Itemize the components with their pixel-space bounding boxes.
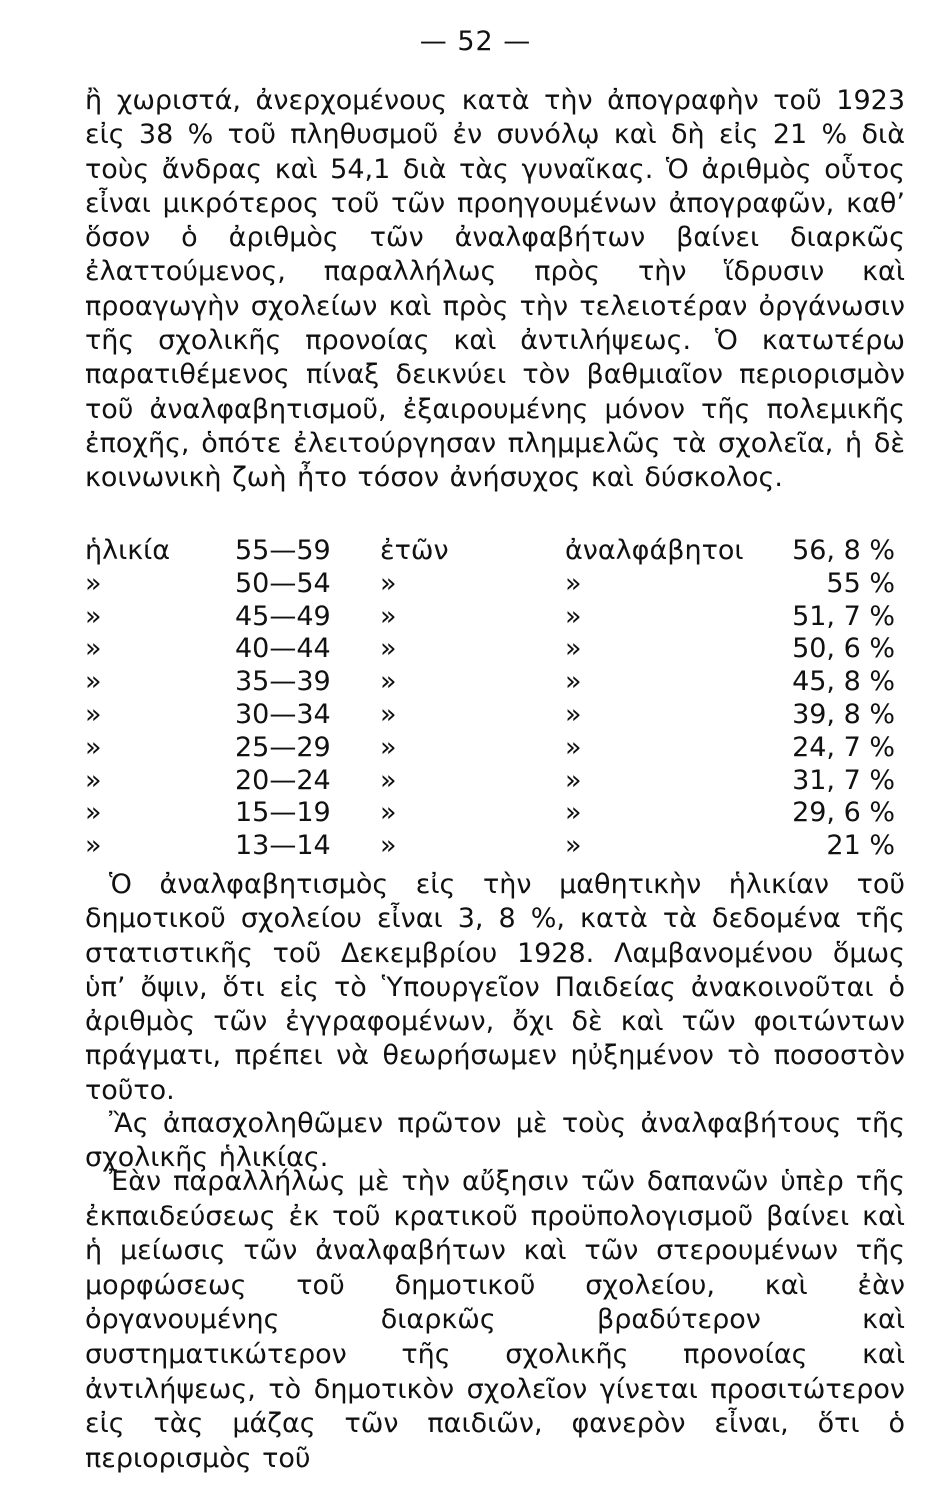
age-illiteracy-table xyxy=(85,535,905,863)
description-label: » xyxy=(565,830,582,862)
row-label: » xyxy=(85,797,102,829)
unit-label: » xyxy=(380,666,397,698)
age-range: 50—54 xyxy=(235,567,331,599)
table-row xyxy=(85,666,905,699)
table-row xyxy=(85,830,905,863)
unit-label: » xyxy=(380,731,397,763)
unit-label: » xyxy=(380,797,397,829)
age-range: 20—24 xyxy=(235,764,331,796)
unit-label: » xyxy=(380,764,397,796)
illiteracy-percent: 21 % xyxy=(826,830,895,862)
illiteracy-percent: 29, 6 % xyxy=(792,797,895,829)
age-range: 13—14 xyxy=(235,830,331,862)
row-label: » xyxy=(85,764,102,796)
table-row xyxy=(85,568,905,601)
illiteracy-percent: 24, 7 % xyxy=(792,731,895,763)
row-label: » xyxy=(85,633,102,665)
row-label: » xyxy=(85,830,102,862)
row-label: » xyxy=(85,567,102,599)
illiteracy-percent: 39, 8 % xyxy=(792,698,895,730)
age-range: 25—29 xyxy=(235,731,331,763)
description-label: » xyxy=(565,600,582,632)
illiteracy-percent: 31, 7 % xyxy=(792,764,895,796)
row-label: » xyxy=(85,698,102,730)
description-label: » xyxy=(565,567,582,599)
page-number: — 52 — xyxy=(419,26,532,57)
paragraph-literacy-intro: ἢ χωριστά, ἀνερχομένους κατὰ τὴν ἀπογραφὴν τοῦ 1923 εἰς 38 % τοῦ πληθυσμοῦ ἐν συνόλῳ καὶ δὴ εἰς 21 % διὰ τοὺς ἄνδρας καὶ 54,1 διὰ τὰς γυναῖκας. Ὁ ἀριθμὸς οὗτος εἶναι μικρότερος τοῦ τῶν προηγουμένων ἀπογραφῶν, καθ’ ὅσον ὁ ἀριθμὸς τῶν ἀναλφαβήτων βαίνει διαρκῶς ἐλαττούμενος, παραλλήλως πρὸς τὴν ἵδρυσιν καὶ προαγωγὴν σχολείων καὶ πρὸς τὴν τελειοτέραν ὀργάνωσιν τῆς σχολικῆς προνοίας καὶ ἀντιλήψεως. Ὁ κατωτέρω παρατιθέμενος πίναξ δεικνύει τὸν βαθμιαῖον περιορισμὸν τοῦ ἀναλφαβητισμοῦ, ἐξαιρουμένης μόνον τῆς πολεμικῆς ἐποχῆς, ὁπότε ἐλειτούργησαν πλημμελῶς τὰ σχολεῖα, ἡ δὲ κοινωνικὴ ζωὴ ἦτο τόσον ἀνήσυχος καὶ δύσκολος. xyxy=(85,85,905,494)
table-row xyxy=(85,765,905,798)
illiteracy-percent: 45, 8 % xyxy=(792,666,895,698)
table-row xyxy=(85,797,905,830)
table-row xyxy=(85,535,905,568)
description-label: » xyxy=(565,764,582,796)
description-label: ἀναλφάβητοι xyxy=(565,535,744,566)
description-label: » xyxy=(565,731,582,763)
row-label: » xyxy=(85,666,102,698)
description-label: » xyxy=(565,698,582,730)
age-range: 15—19 xyxy=(235,797,331,829)
table-row xyxy=(85,633,905,666)
row-label: ἡλικία xyxy=(85,535,171,566)
age-range: 30—34 xyxy=(235,698,331,730)
age-range: 45—49 xyxy=(235,600,331,632)
illiteracy-percent: 56, 8 % xyxy=(792,535,895,566)
paragraph-school-age-focus: Ἂς ἀπασχοληθῶμεν πρῶτον μὲ τοὺς ἀναλφαβήτους τῆς σχολικῆς ἡλικίας. xyxy=(85,1108,905,1174)
table-row xyxy=(85,732,905,765)
unit-label: » xyxy=(380,633,397,665)
description-label: » xyxy=(565,633,582,665)
paragraph-school-age-illiteracy: Ὁ ἀναλφαβητισμὸς εἰς τὴν μαθητικὴν ἡλικίαν τοῦ δημοτικοῦ σχολείου εἶναι 3, 8 %, κατὰ τὰ δεδομένα τῆς στατιστικῆς τοῦ Δεκεμβρίου 1928. Λαμβανομένου ὅμως ὑπ’ ὄψιν, ὅτι εἰς τὸ Ὑπουργεῖον Παιδείας ἀνακοινοῦται ὁ ἀριθμὸς τῶν ἐγγραφομένων, ὄχι δὲ καὶ τῶν φοιτώντων πράγματι, πρέπει νὰ θεωρήσωμεν ηὐξημένον τὸ ποσοστὸν τοῦτο. xyxy=(85,869,905,1106)
description-label: » xyxy=(565,666,582,698)
paragraph-expenditure: Ἐὰν παραλλήλως μὲ τὴν αὔξησιν τῶν δαπανῶν ὑπὲρ τῆς ἐκπαιδεύσεως ἐκ τοῦ κρατικοῦ προϋπολογισμοῦ βαίνει καὶ ἡ μείωσις τῶν ἀναλφαβήτων καὶ τῶν στερουμένων τῆς μορφώσεως τοῦ δημοτικοῦ σχολείου, καὶ ἐὰν ὀργανουμένης διαρκῶς βραδύτερον καὶ συστηματικώτερον τῆς σχολικῆς προνοίας καὶ ἀντιλήψεως, τὸ δημοτικὸν σχολεῖον γίνεται προσιτώτερον εἰς τὰς μάζας τῶν παιδιῶν, φανερὸν εἶναι, ὅτι ὁ περιορισμὸς τοῦ xyxy=(85,1166,905,1474)
table-row xyxy=(85,601,905,634)
table-row xyxy=(85,699,905,732)
unit-label: » xyxy=(380,830,397,862)
age-range: 40—44 xyxy=(235,633,331,665)
illiteracy-percent: 55 % xyxy=(826,567,895,599)
age-range: 55—59 xyxy=(235,535,331,566)
description-label: » xyxy=(565,797,582,829)
unit-label: ἐτῶν xyxy=(380,535,449,566)
unit-label: » xyxy=(380,698,397,730)
age-range: 35—39 xyxy=(235,666,331,698)
unit-label: » xyxy=(380,600,397,632)
row-label: » xyxy=(85,731,102,763)
illiteracy-percent: 50, 6 % xyxy=(792,633,895,665)
unit-label: » xyxy=(380,567,397,599)
illiteracy-percent: 51, 7 % xyxy=(792,600,895,632)
row-label: » xyxy=(85,600,102,632)
